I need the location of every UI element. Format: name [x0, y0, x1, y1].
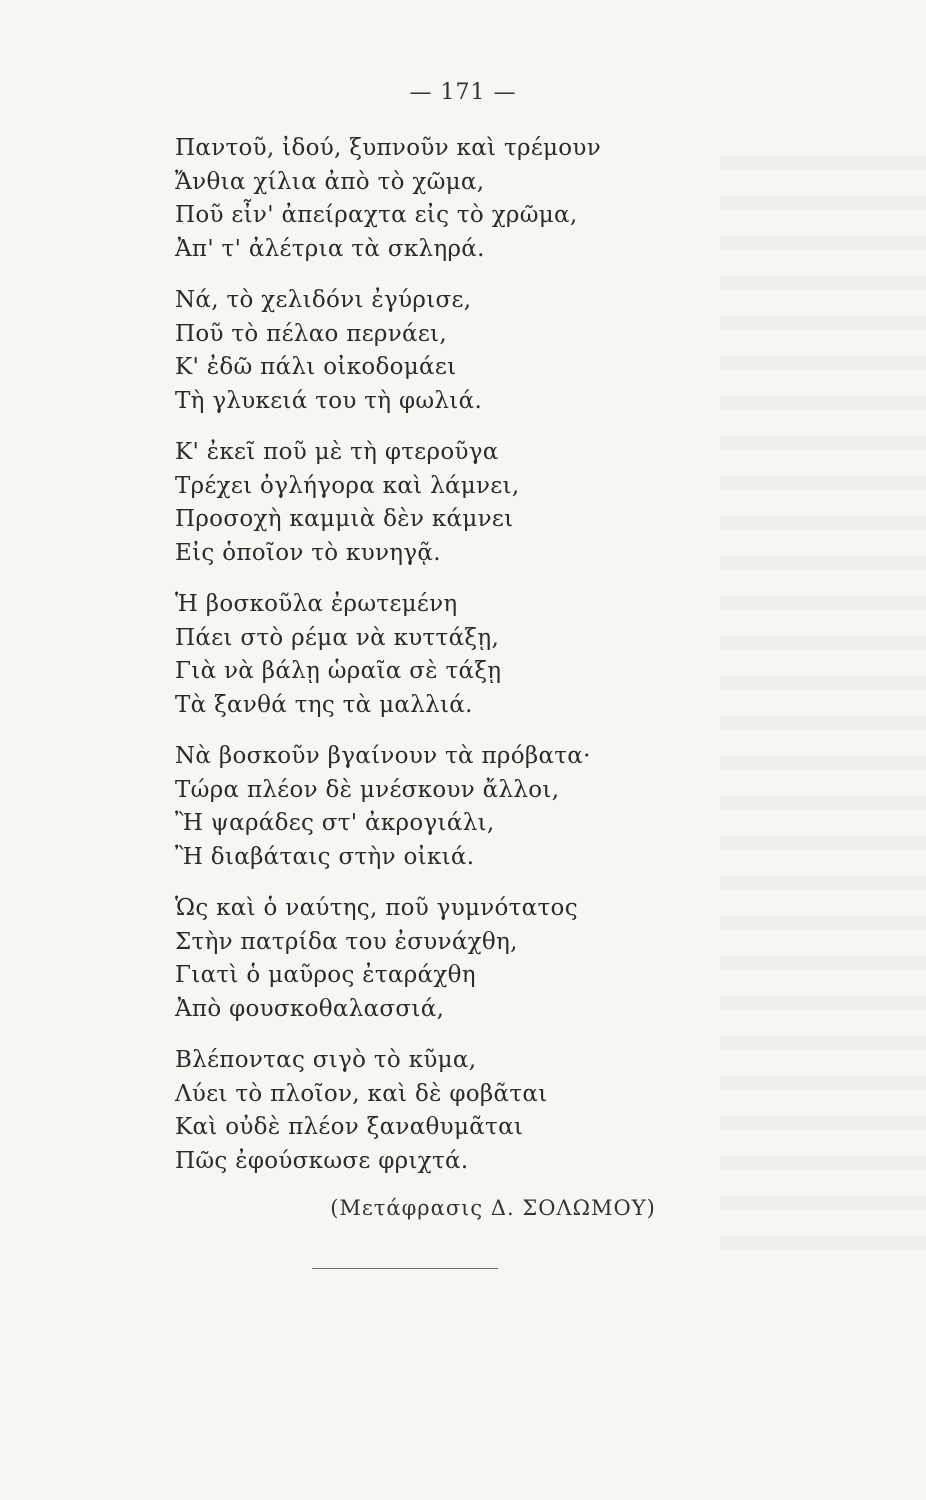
- bleed-through-shadow: [720, 130, 926, 1260]
- poem-line: Γιὰ νὰ βάλῃ ὡραῖα σὲ τάξῃ: [175, 658, 502, 684]
- poem-line: Καὶ οὐδὲ πλέον ξαναθυμᾶται: [175, 1114, 524, 1140]
- poem-line: Νά, τὸ χελιδόνι ἐγύρισε,: [175, 287, 472, 313]
- poem-line: Ἀπὸ φουσκοθαλασσιά,: [175, 995, 445, 1022]
- poem-line: Ἢ διαβάταις στὴν οἰκιά.: [175, 843, 475, 870]
- poem-line: Εἰς ὁποῖον τὸ κυνηγᾷ.: [175, 539, 441, 566]
- poem-line: Παντοῦ, ἰδού, ξυπνοῦν καὶ τρέμουν: [175, 135, 601, 161]
- poem-line: Ποῦ εἶν' ἀπείραχτα εἰς τὸ χρῶμα,: [175, 202, 578, 228]
- poem-line: Τὰ ξανθά της τὰ μαλλιά.: [175, 691, 473, 718]
- poem-line: Πάει στὸ ρέμα νὰ κυττάξῃ,: [175, 624, 500, 651]
- poem-line: Στὴν πατρίδα του ἐσυνάχθη,: [175, 928, 518, 955]
- poem-line: Προσοχὴ καμμιὰ δὲν κάμνει: [175, 506, 514, 532]
- poem-line: Νὰ βοσκοῦν βγαίνουν τὰ πρόβατα·: [175, 743, 591, 769]
- stanza: [175, 1044, 735, 1178]
- poem-line: Κ' ἐκεῖ ποῦ μὲ τὴ φτεροῦγα: [175, 439, 499, 465]
- page-number: — 171 —: [409, 80, 517, 105]
- stanza: [175, 436, 735, 570]
- stanza: [175, 588, 735, 722]
- poem-line: Πῶς ἐφούσκωσε φριχτά.: [175, 1147, 469, 1174]
- poem-line: Ἀπ' τ' ἀλέτρια τὰ σκληρά.: [175, 235, 485, 262]
- poem-line: Λύει τὸ πλοῖον, καὶ δὲ φοβᾶται: [175, 1080, 548, 1107]
- closing-rule: [312, 1268, 498, 1269]
- stanza: [175, 284, 735, 418]
- poem-line: Ὡς καὶ ὁ ναύτης, ποῦ γυμνότατος: [175, 895, 578, 921]
- stanza: [175, 892, 735, 1026]
- poem-line: Κ' ἐδῶ πάλι οἰκοδομάει: [175, 354, 457, 380]
- stanza: [175, 132, 735, 266]
- poem-line: Ποῦ τὸ πέλαο περνάει,: [175, 320, 447, 347]
- poem-line: Ἡ βοσκοῦλα ἐρωτεμένη: [175, 591, 458, 617]
- translation-attribution: (Μετάφρασις Δ. ΣΟΛΩΜΟΥ): [330, 1196, 656, 1220]
- poem-line: Ἢ ψαράδες στ' ἀκρογιάλι,: [175, 810, 495, 836]
- poem-line: Τώρα πλέον δὲ μνέσκουν ἄλλοι,: [175, 776, 560, 803]
- stanza: [175, 740, 735, 874]
- poem-line: Ἄνθια χίλια ἀπὸ τὸ χῶμα,: [175, 168, 485, 195]
- poem-line: Τρέχει ὀγλήγορα καὶ λάμνει,: [175, 472, 520, 499]
- poem: [175, 132, 735, 1196]
- poem-line: Βλέποντας σιγὸ τὸ κῦμα,: [175, 1047, 477, 1073]
- poem-line: Τὴ γλυκειά του τὴ φωλιά.: [175, 387, 483, 414]
- poem-line: Γιατὶ ὁ μαῦρος ἐταράχθη: [175, 962, 476, 988]
